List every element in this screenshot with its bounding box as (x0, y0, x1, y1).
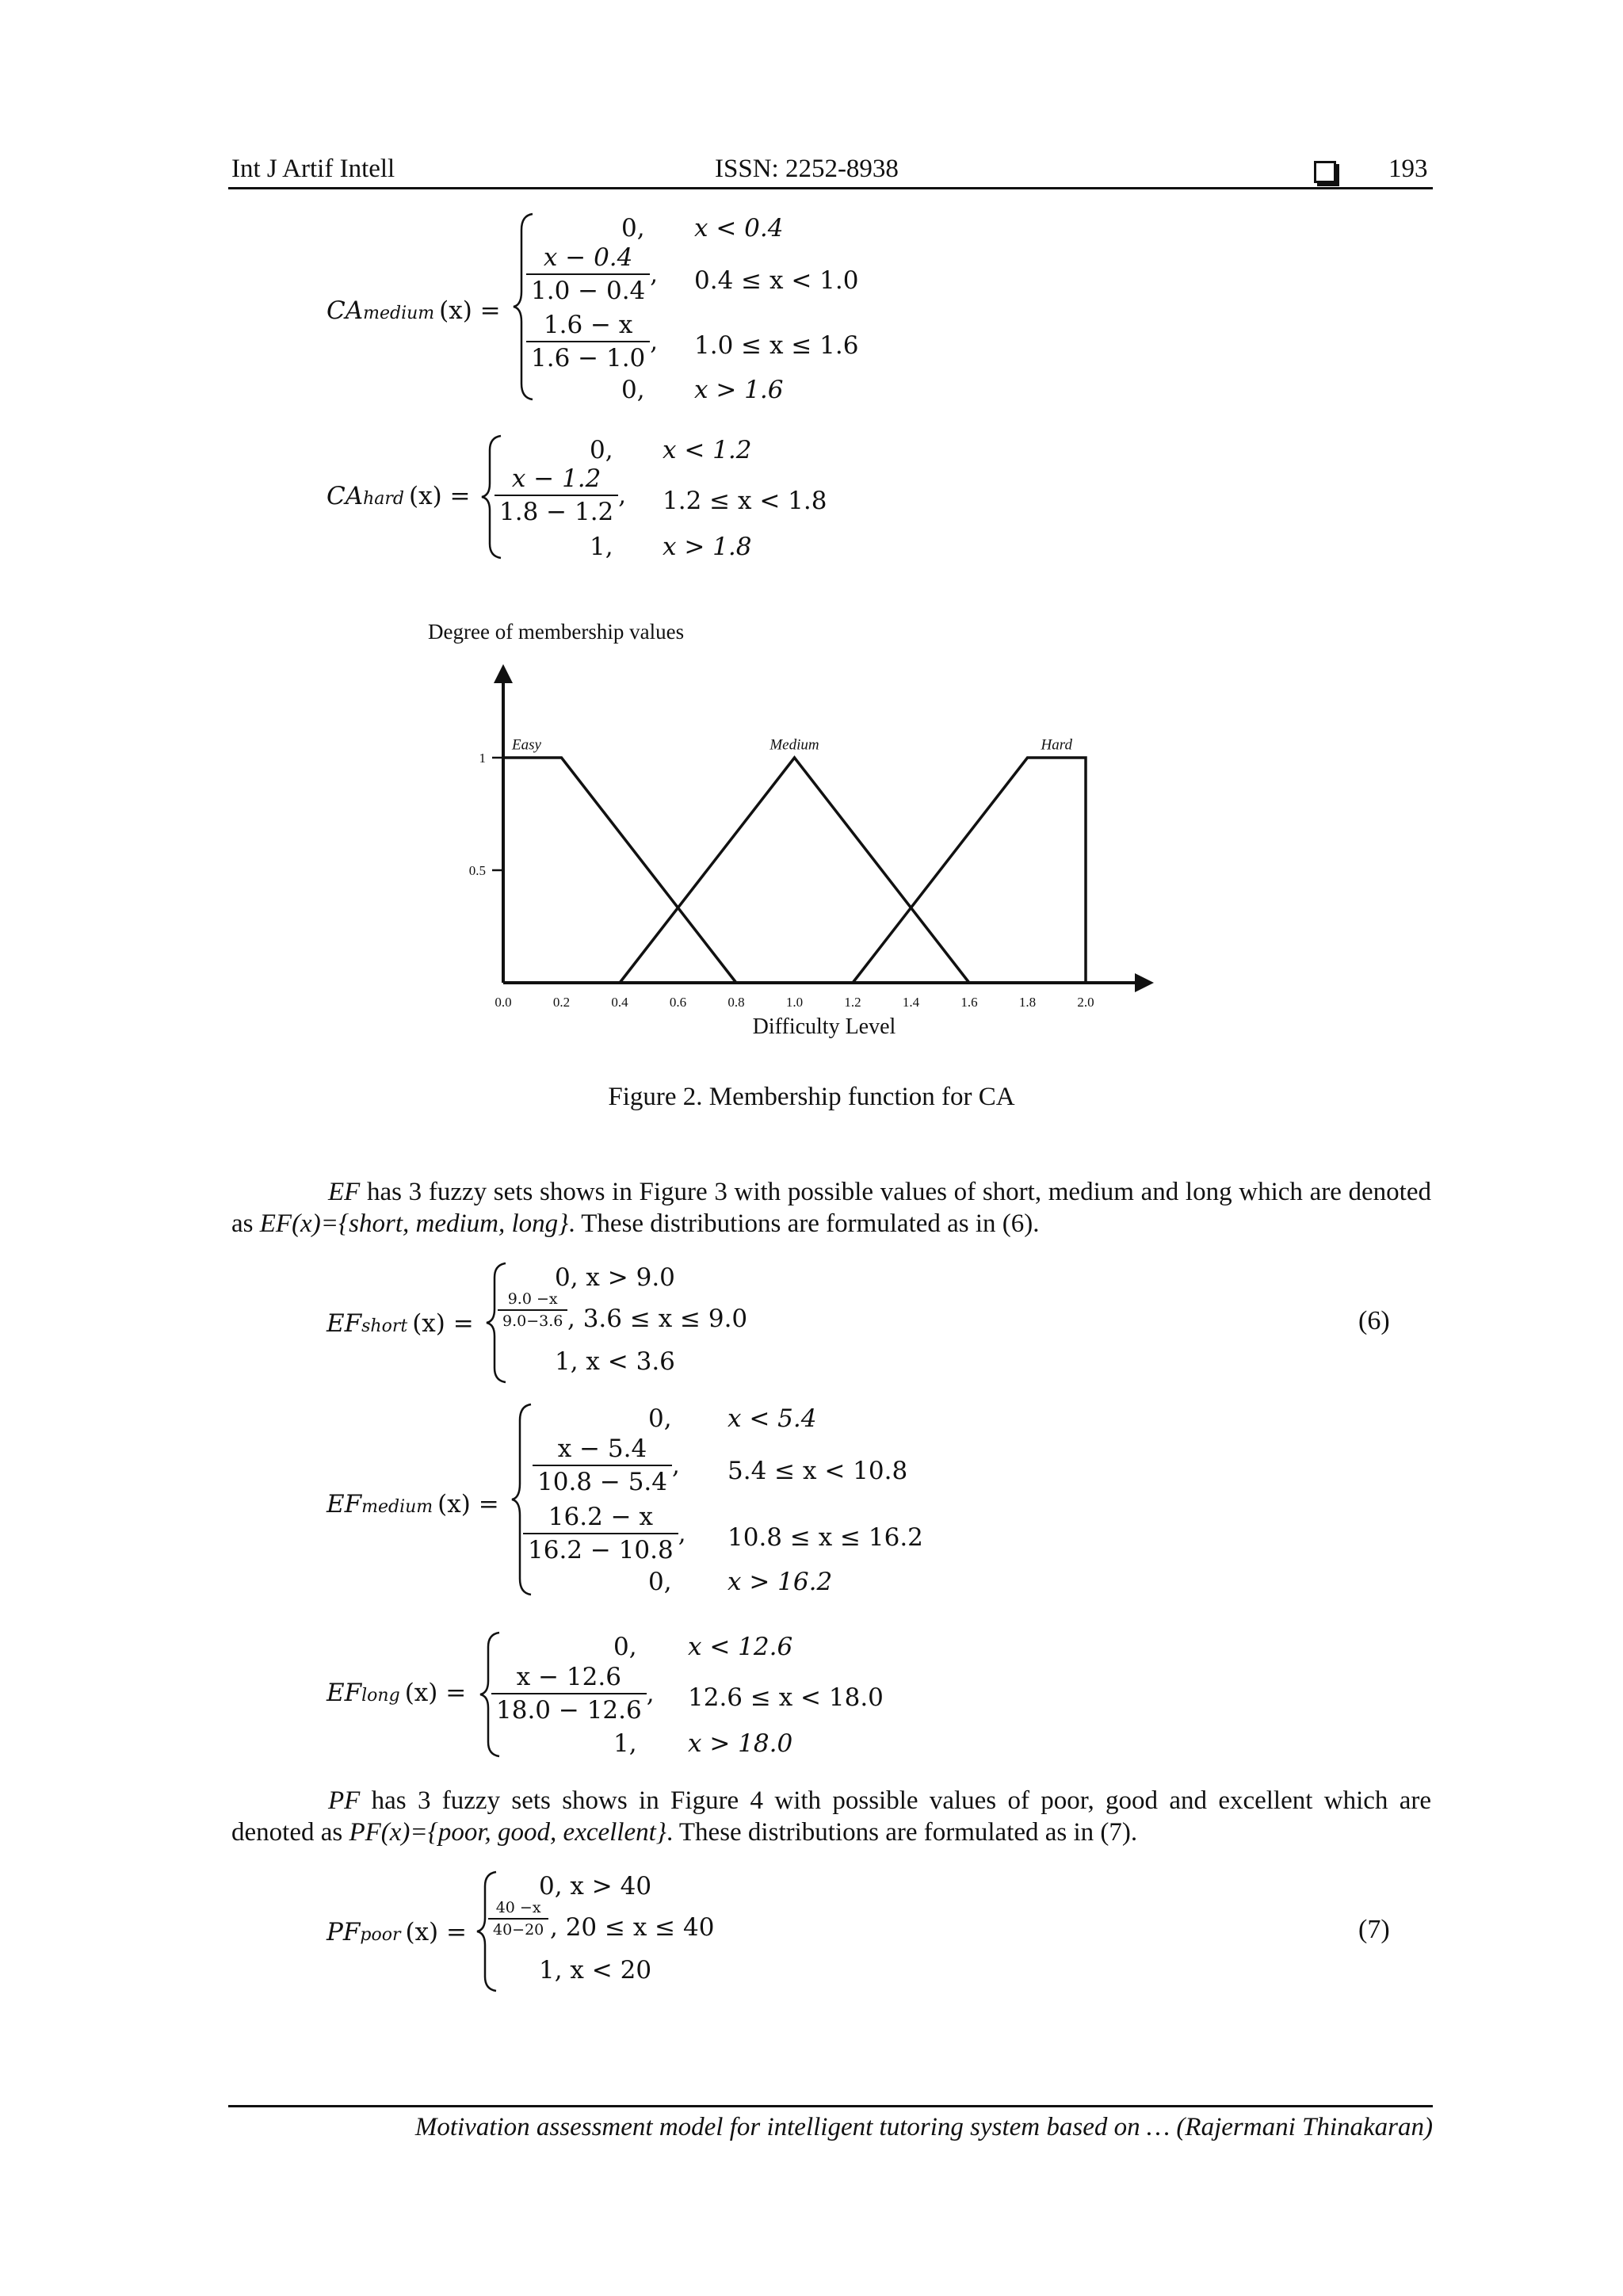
x-axis-arrow-icon (1135, 973, 1154, 992)
case-cond-2: 12.6 ≤ x < 18.0 (688, 1683, 884, 1712)
case-cond-3: x > 18.0 (688, 1729, 793, 1758)
case-cond-1: x < 5.4 (727, 1404, 817, 1433)
paragraph-ef: EF has 3 fuzzy sets shows in Figure 3 with possible values of short, medium and long which are denoted as EF(x)={short, medium, long}. These distributions are formulated as in (6). (231, 1178, 1431, 1238)
case-row-3: 1, x < 3.6 (555, 1347, 675, 1376)
case-row-4: 0, (621, 376, 645, 404)
case-row-3: 1, (613, 1729, 637, 1758)
left-brace-icon (512, 212, 536, 401)
x-tick-label: 0.6 (669, 995, 687, 1010)
paragraph-pf: PF has 3 fuzzy sets shows in Figure 4 with possible values of poor, good and excellent which are denoted as PF(x)={poor, good, excellent}. These distributions are formulated as in (7). (231, 1786, 1431, 1847)
case-row-2: $\frac{40 -x}{40-20}$ (488, 1899, 548, 1939)
checkbox-square-icon (1314, 161, 1336, 183)
case-cond-3: 1.0 ≤ x ≤ 1.6 (694, 331, 859, 360)
case-row-1: 0, (613, 1633, 637, 1661)
membership-chart (396, 610, 1173, 1054)
series-label-hard: Hard (1041, 736, 1072, 754)
case-row-2: $\frac{x - 1.2}{1.8 - 1.2}$ , (495, 464, 626, 526)
eq-lhs-sub: medium (363, 304, 435, 323)
y-axis-label: Degree of membership values (428, 620, 685, 644)
series-label-medium: Medium (769, 736, 819, 754)
case-row-3: 1, (590, 533, 613, 561)
case-row-1: 0, x > 40 (539, 1872, 652, 1901)
x-tick-label: 1.6 (960, 995, 978, 1010)
case-cond-1: x < 1.2 (663, 436, 752, 464)
case-cond-3: x > 1.8 (663, 533, 752, 561)
case-cond-3: 10.8 ≤ x ≤ 16.2 (727, 1523, 923, 1552)
footer-running-title: Motivation assessment model for intelligent tutoring system based on … (Rajermani Thinakaran) (414, 2113, 1433, 2141)
x-tick-label: 1.4 (902, 995, 920, 1010)
left-brace-icon (510, 1403, 534, 1596)
figure-caption: Figure 2. Membership function for CA (608, 1083, 1015, 1111)
header-rule (228, 187, 1433, 189)
page-number: 193 (1388, 155, 1428, 183)
case-row-1: 0, (621, 214, 645, 243)
eq-lhs-arg: (x) = (439, 296, 501, 325)
series-line-hard (853, 758, 1086, 983)
case-row-1: 0, (590, 436, 613, 464)
x-tick-label: 0.8 (727, 995, 745, 1010)
x-axis-label: Difficulty Level (752, 1014, 896, 1039)
series-line-easy (503, 758, 736, 983)
case-row-4: 0, (648, 1568, 672, 1596)
case-cond-2: , 20 ≤ x ≤ 40 (550, 1913, 715, 1942)
case-cond-2: 0.4 ≤ x < 1.0 (694, 266, 859, 295)
case-cond-1: x < 12.6 (688, 1633, 793, 1661)
eq-lhs-base: CA (327, 296, 364, 325)
case-row-2: $\frac{x - 12.6}{18.0 - 12.6}$ , (491, 1663, 655, 1725)
x-tick-label: 2.0 (1077, 995, 1094, 1010)
case-cond-1: x < 0.4 (694, 214, 784, 243)
footer-rule (228, 2105, 1433, 2107)
case-cond-2: 1.2 ≤ x < 1.8 (663, 487, 827, 515)
x-tick-label: 0.2 (552, 995, 571, 1010)
case-row-2: $\frac{9.0 -x}{9.0-3.6}$ (498, 1290, 567, 1330)
x-tick-label: 0.4 (611, 995, 628, 1010)
case-row-2: $\frac{x - 5.4}{10.8 - 5.4}$ , (533, 1435, 680, 1496)
case-cond-4: x > 1.6 (694, 376, 784, 404)
equation-number-7: (7) (1358, 1915, 1390, 1944)
series-label-easy: Easy (512, 736, 541, 754)
x-tick-label: 1.8 (1018, 995, 1037, 1010)
y-tick-label: 0.5 (468, 863, 486, 878)
case-cond-4: x > 16.2 (727, 1568, 833, 1596)
case-row-3: 1, x < 20 (539, 1956, 652, 1985)
case-cond-2: , 3.6 ≤ x ≤ 9.0 (567, 1305, 748, 1333)
case-row-3: $\frac{1.6 - x}{1.6 - 1.0}$ , (526, 311, 658, 372)
x-tick-label: 1.0 (785, 995, 804, 1010)
x-tick-label: 1.2 (844, 995, 861, 1010)
running-head-issn: ISSN: 2252-8938 (715, 155, 899, 183)
case-row-1: 0, x > 9.0 (555, 1263, 675, 1292)
case-row-2: $\frac{x - 0.4}{1.0 - 0.4}$ , (526, 243, 658, 305)
case-row-1: 0, (648, 1404, 672, 1433)
equation-number-6: (6) (1358, 1306, 1390, 1335)
running-head-journal: Int J Artif Intell (231, 155, 395, 183)
y-tick-label: 1 (479, 751, 486, 766)
case-row-3: $\frac{16.2 - x}{16.2 - 10.8}$ , (523, 1503, 686, 1564)
case-cond-2: 5.4 ≤ x < 10.8 (727, 1457, 908, 1485)
y-axis-arrow-icon (494, 664, 513, 683)
x-tick-label: 0.0 (495, 995, 512, 1010)
series-line-medium (620, 758, 969, 983)
